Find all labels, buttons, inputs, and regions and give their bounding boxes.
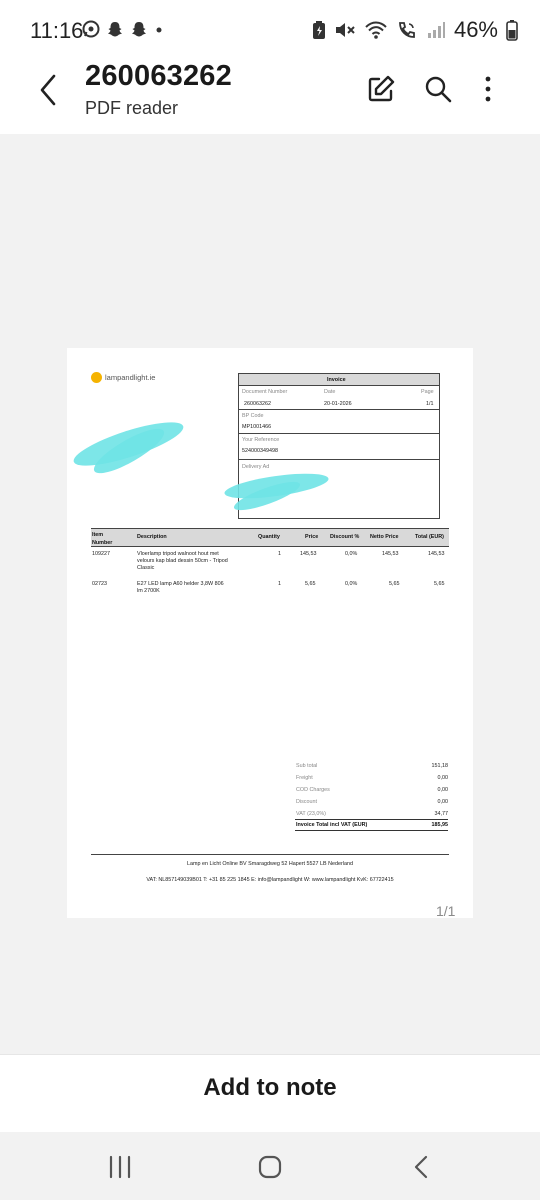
grand-total-value: 185,95 [431,822,448,828]
col-description: Description [137,534,167,540]
battery-icon [506,19,518,41]
page-counter: 1/1 [436,903,456,919]
home-icon[interactable] [256,1154,284,1180]
add-to-note-label: Add to note [203,1074,337,1101]
total-label: Sub total [296,763,318,769]
col-discount: Discount % [330,534,360,540]
invoice-date: 20-01-2026 [324,401,352,407]
item-description: velours kap blad dessin 50cm - Tripod [137,558,228,564]
doc-number-label: Document Number [242,389,288,395]
logo-icon [91,372,102,383]
navigation-bar [0,1132,540,1200]
mute-icon [334,20,356,40]
totals-section [295,763,448,835]
item-description: Vloerlamp tripod walnoot hout met [137,551,219,557]
table-row [91,581,449,601]
logo-text: lampandlight.ie [105,373,156,382]
snapchat-icon [106,20,124,38]
total-label: COD Charges [296,787,330,793]
item-discount: 0,0% [345,551,358,557]
item-description: Classic [137,565,155,571]
page-value: 1/1 [426,401,434,407]
notification-icons [82,20,164,38]
total-value: 34,77 [434,811,448,817]
delivery-label: Delivery Ad [242,464,270,470]
item-total: 145,53 [428,551,445,557]
total-label: VAT (23,0%) [296,811,326,817]
signal-icon [426,20,446,40]
item-description: lm 2700K [137,588,160,594]
date-label: Date [324,389,336,395]
app-bar [0,60,540,134]
item-netto: 5,65 [389,581,400,587]
reference-value: 524000349498 [242,448,278,454]
battery-saver-icon [312,20,326,40]
edit-icon[interactable] [366,74,396,104]
bp-code: MP1001466 [242,424,272,430]
item-quantity: 1 [278,551,281,557]
pdf-page[interactable] [67,348,473,918]
status-time: 11:16 [30,18,84,43]
battery-percent: 46% [453,17,498,42]
item-netto: 145,53 [382,551,399,557]
more-options-icon[interactable] [474,74,502,104]
bp-code-label: BP Code [242,413,264,419]
item-discount: 0,0% [345,581,358,587]
grand-total-label: Invoice Total incl VAT (EUR) [296,822,368,828]
page-label: Page [421,389,434,395]
footer-divider [91,854,449,855]
recent-apps-icon[interactable] [106,1154,134,1180]
invoice-box-title: Invoice [327,377,346,383]
total-value: 0,00 [437,787,448,793]
item-description: E27 LED lamp A60 helder 3,8W 806 [137,581,224,587]
footer-contact: VAT: NL857149039B01 T: +31 85 225 1845 E: info@lampandlight W: www.lampandlight KvK: 67722415 [146,877,394,883]
page-title: 260063262 [85,60,232,92]
add-to-note-button[interactable] [0,1054,540,1132]
item-number: 02723 [92,581,107,587]
page-subtitle: PDF reader [85,98,179,118]
whatsapp-icon [82,20,100,38]
status-bar [0,0,540,60]
system-icons [312,17,518,43]
reference-label: Your Reference [242,437,280,443]
item-total: 5,65 [434,581,445,587]
item-number: 109227 [92,551,110,557]
col-number: Number [92,540,113,546]
back-icon[interactable] [408,1154,436,1180]
total-value: 0,00 [437,775,448,781]
item-price: 5,65 [305,581,316,587]
pdf-viewer[interactable] [0,134,540,1054]
table-row [91,551,449,581]
col-netto: Netto Price [370,534,399,540]
wifi-calling-icon [396,20,418,40]
total-value: 0,00 [437,799,448,805]
col-price: Price [305,534,319,540]
total-value: 151,18 [431,763,448,769]
item-quantity: 1 [278,581,281,587]
col-item: Item [92,532,104,538]
snapchat-icon [130,20,148,38]
total-label: Discount [296,799,317,805]
wifi-icon [364,20,388,40]
dot-icon [154,20,164,38]
search-icon[interactable] [423,74,453,104]
col-quantity: Quantity [258,534,280,540]
total-label: Freight [296,775,313,781]
col-total: Total (EUR) [415,534,444,540]
footer-address: Lamp en Licht Online BV Smaragdweg 52 Hapert 5527 LB Nederland [186,861,353,867]
back-arrow-icon[interactable] [34,72,64,108]
doc-number: 260063262 [244,401,271,407]
items-table-header [91,528,449,547]
item-price: 145,53 [300,551,317,557]
